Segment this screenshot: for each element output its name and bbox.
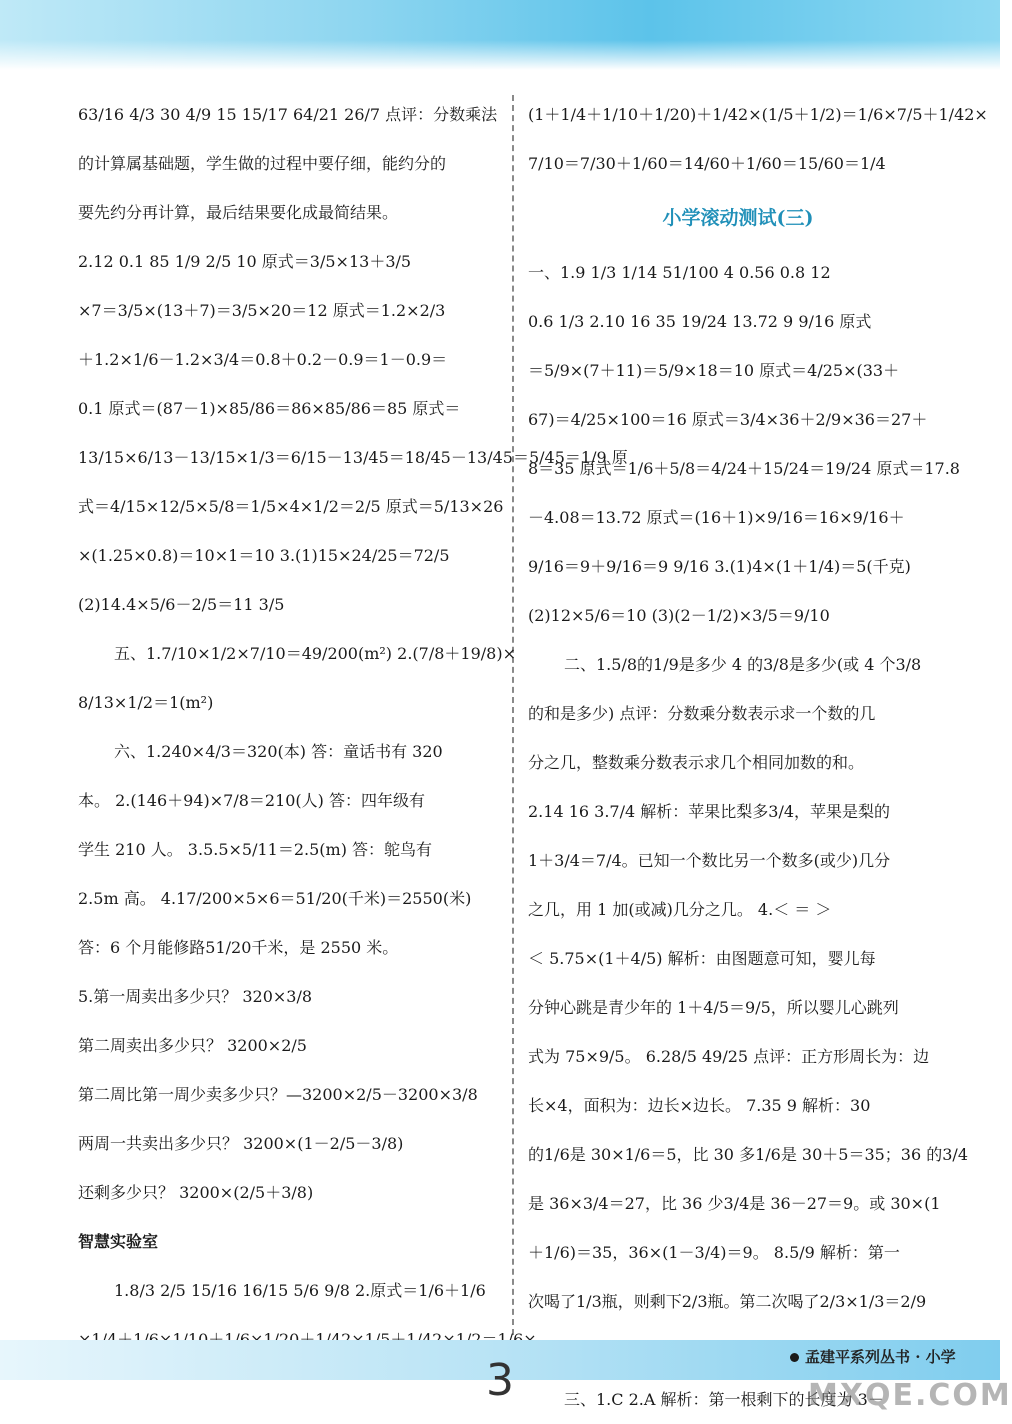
- text-line: 是 36×3/4＝27，比 36 少3/4是 36－27＝9。或 30×(1: [528, 1194, 941, 1213]
- bullet-icon: [790, 1353, 799, 1362]
- text-line: 式为 75×9/5。 6.28/5 49/25 点评：正方形周长为：边: [528, 1047, 930, 1066]
- text-line: 13/15×6/13－13/15×1/3＝6/15－13/45＝18/45－13/45＝5/45＝1/9 原: [78, 448, 628, 467]
- text-line: 五、1.7/10×1/2×7/10＝49/200(m²) 2.(7/8＋19/8)×: [114, 644, 516, 663]
- text-line: 六、1.240×4/3＝320(本) 答：童话书有 320: [114, 742, 443, 761]
- text-line: ＝5/9×(7＋11)＝5/9×18＝10 原式＝4/25×(33＋: [528, 361, 900, 380]
- text-line: 要先约分再计算，最后结果要化成最简结果。: [78, 203, 399, 222]
- text-line: 两周一共卖出多少只？ 3200×(1－2/5－3/8): [78, 1134, 404, 1153]
- text-line: 7/10＝7/30＋1/60＝14/60＋1/60＝15/60＝1/4: [528, 154, 886, 173]
- text-line: 分之几，整数乘分数表示求几个相同加数的和。: [528, 753, 865, 772]
- text-line: 分钟心跳是青少年的 1＋4/5＝9/5，所以婴儿心跳列: [528, 998, 899, 1017]
- text-line: (1＋1/4＋1/10＋1/20)＋1/42×(1/5＋1/2)＝1/6×7/5＋1/42×: [528, 105, 988, 124]
- text-line: 三、1.C 2.A 解析：第一根剩下的长度为 3－: [564, 1390, 884, 1409]
- text-line: 式＝4/15×12/5×5/8＝1/5×4×1/2＝2/5 原式＝5/13×26: [78, 497, 504, 516]
- text-line: 本。 2.(146＋94)×7/8＝210(人) 答：四年级有: [78, 791, 426, 810]
- text-line: 次喝了1/3瓶，则剩下2/3瓶。第二次喝了2/3×1/3＝2/9: [528, 1292, 927, 1311]
- text-line: 一、1.9 1/3 1/14 51/100 4 0.56 0.8 12: [528, 263, 831, 282]
- text-line: 0.6 1/3 2.10 16 35 19/24 13.72 9 9/16 原式: [528, 312, 872, 331]
- text-line: 长×4，面积为：边长×边长。 7.35 9 解析：30: [528, 1096, 871, 1115]
- footer-series-text: 孟建平系列丛书 · 小学: [805, 1348, 956, 1366]
- text-line: 之几，用 1 加(或减)几分之几。 4.＜ ＝ ＞: [528, 900, 832, 919]
- text-line: 8/13×1/2＝1(m²): [78, 693, 214, 712]
- text-line: (2)12×5/6＝10 (3)(2－1/2)×3/5＝9/10: [528, 606, 830, 625]
- text-line: ×(1.25×0.8)＝10×1＝10 3.(1)15×24/25＝72/5: [78, 546, 450, 565]
- column-divider: [512, 95, 514, 1335]
- watermark: MXQE.COM: [808, 1378, 1012, 1413]
- text-line: 8＝35 原式＝1/6＋5/8＝4/24＋15/24＝19/24 原式＝17.8: [528, 459, 960, 478]
- text-line: 2.14 16 3.7/4 解析：苹果比梨多3/4，苹果是梨的: [528, 802, 891, 821]
- text-line: ＋1/6)＝35，36×(1－3/4)＝9。 8.5/9 解析：第一: [528, 1243, 900, 1262]
- text-line: 1.8/3 2/5 15/16 16/15 5/6 9/8 2.原式＝1/6＋1/6: [114, 1281, 486, 1300]
- top-decorative-band: [0, 0, 1000, 70]
- text-line: 第二周卖出多少只？ 3200×2/5: [78, 1036, 307, 1055]
- text-line: 二、1.5/8的1/9是多少 4 的3/8是多少(或 4 个3/8: [564, 655, 922, 674]
- page-number: 3: [486, 1355, 514, 1406]
- text-line: 还剩多少只？ 3200×(2/5＋3/8): [78, 1183, 314, 1202]
- section-title: 小学滚动测试(三): [662, 207, 814, 229]
- text-line: 学生 210 人。 3.5.5×5/11＝2.5(m) 答：鸵鸟有: [78, 840, 433, 859]
- section-heading: 智慧实验室: [78, 1232, 159, 1251]
- text-line: ＜ 5.75×(1＋4/5) 解析：由图题意可知，婴儿每: [528, 949, 876, 968]
- text-line: 0.1 原式＝(87－1)×85/86＝86×85/86＝85 原式＝: [78, 399, 461, 418]
- text-line: ×7＝3/5×(13＋7)＝3/5×20＝12 原式＝1.2×2/3: [78, 301, 446, 320]
- text-line: 的计算属基础题，学生做的过程中要仔细，能约分的: [78, 154, 447, 173]
- text-line: 67)＝4/25×100＝16 原式＝3/4×36＋2/9×36＝27＋: [528, 410, 928, 429]
- footer-series-label: [790, 1346, 956, 1367]
- text-line: 5.第一周卖出多少只？ 320×3/8: [78, 987, 313, 1006]
- text-line: 的和是多少) 点评：分数乘分数表示求一个数的几: [528, 704, 876, 723]
- text-line: 2.5m 高。 4.17/200×5×6＝51/20(千米)＝2550(米): [78, 889, 472, 908]
- text-line: －4.08＝13.72 原式＝(16＋1)×9/16＝16×9/16＋: [528, 508, 905, 527]
- text-line: 2.12 0.1 85 1/9 2/5 10 原式＝3/5×13＋3/5: [78, 252, 412, 271]
- text-line: 第二周比第一周少卖多少只？—3200×2/5－3200×3/8: [78, 1085, 478, 1104]
- text-line: 的1/6是 30×1/6＝5，比 30 多1/6是 30＋5＝35；36 的3/4: [528, 1145, 968, 1164]
- text-line: (2)14.4×5/6－2/5＝11 3/5: [78, 595, 285, 614]
- text-line: 1＋3/4＝7/4。已知一个数比另一个数多(或少)几分: [528, 851, 891, 870]
- text-line: 9/16＝9＋9/16＝9 9/16 3.(1)4×(1＋1/4)＝5(千克): [528, 557, 911, 576]
- text-line: 63/16 4/3 30 4/9 15 15/17 64/21 26/7 点评：分数乘法: [78, 105, 498, 124]
- right-column: [528, 90, 988, 1424]
- text-line: 答：6 个月能修路51/20千米，是 2550 米。: [78, 938, 399, 957]
- text-line: ＋1.2×1/6－1.2×3/4＝0.8＋0.2－0.9＝1－0.9＝: [78, 350, 448, 369]
- left-column: [78, 90, 628, 1364]
